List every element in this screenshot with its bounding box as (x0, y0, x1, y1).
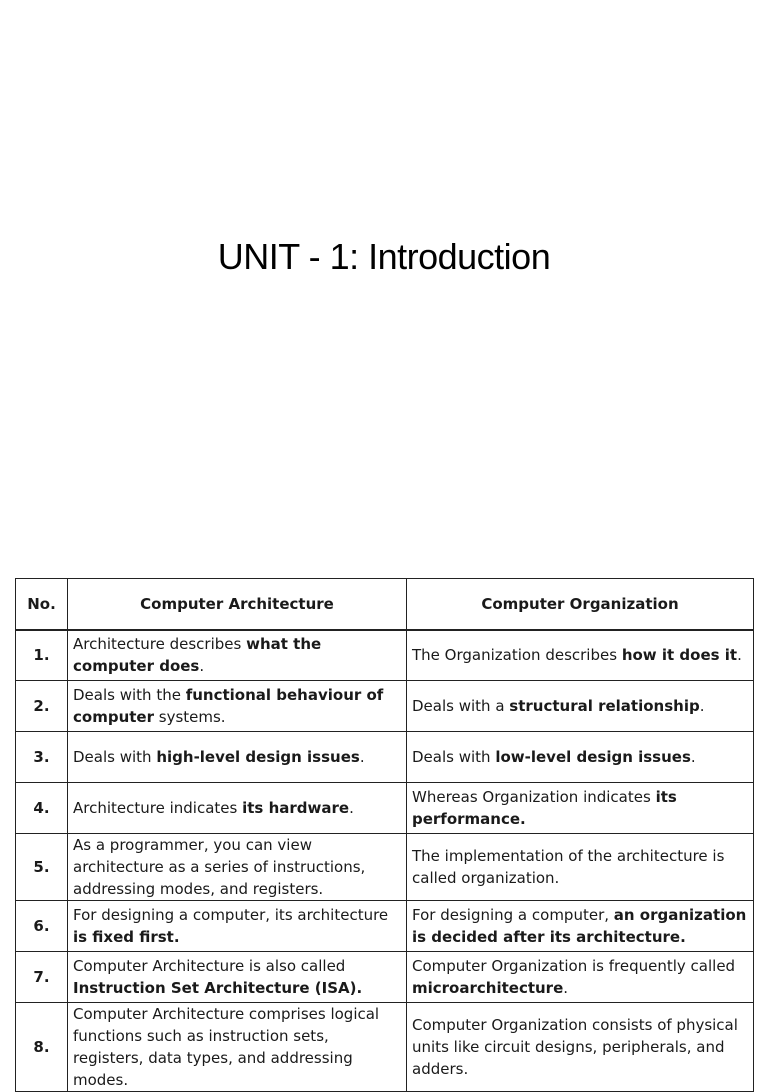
bold-text: structural relationship (509, 697, 700, 715)
comparison-table (15, 578, 754, 1092)
row-number: 7. (16, 952, 68, 1003)
page-title: UNIT - 1: Introduction (217, 236, 551, 277)
text-segment: Deals with a (412, 697, 510, 715)
text-segment: . (563, 979, 569, 997)
bold-text: Instruction Set Architecture (ISA). (73, 979, 363, 997)
table-row (16, 732, 754, 783)
text-segment: Architecture describes (73, 635, 247, 654)
architecture-cell (68, 732, 407, 783)
bold-text: an organization is decided after its architecture. (412, 906, 747, 946)
bold-text: how it does it (621, 646, 738, 665)
text-segment: The implementation of the architecture is called organization. (412, 847, 725, 887)
table-header-row (16, 579, 754, 630)
row-number: 3. (16, 732, 68, 783)
text-segment: . (737, 646, 742, 665)
table-row (16, 630, 754, 681)
bold-text: its hardware (242, 799, 350, 817)
row-number: 6. (16, 901, 68, 952)
text-segment: . (690, 748, 696, 766)
table-body (16, 630, 754, 1092)
architecture-cell (68, 1003, 407, 1092)
organization-cell (407, 630, 754, 681)
table-row (16, 1003, 754, 1092)
text-segment: Deals with (412, 748, 496, 766)
text-segment: For designing a computer, (412, 906, 614, 924)
architecture-cell (68, 901, 407, 952)
organization-cell (407, 901, 754, 952)
table-row (16, 783, 754, 834)
organization-cell (407, 732, 754, 783)
bold-text: low-level design issues (495, 748, 691, 766)
text-segment: The Organization describes (412, 646, 622, 665)
text-segment: . (349, 799, 354, 817)
organization-cell (407, 1003, 754, 1092)
text-segment: Computer Organization is frequently called (412, 957, 736, 975)
table-row (16, 901, 754, 952)
organization-cell (407, 783, 754, 834)
text-segment: For designing a computer, its architecture (73, 906, 389, 924)
bold-text: is fixed first. (73, 928, 180, 946)
bold-text: high-level design issues (156, 748, 360, 766)
text-segment: . (359, 748, 365, 766)
architecture-cell (68, 681, 407, 732)
table-row (16, 952, 754, 1003)
organization-cell (407, 952, 754, 1003)
text-segment: Computer Architecture comprises logical functions such as instruction sets, registers, data types, and addressing modes. (73, 1005, 380, 1089)
bold-text: its performance. (412, 788, 677, 828)
header-computer-organization: Computer Organization (407, 579, 754, 630)
architecture-cell (68, 952, 407, 1003)
row-number: 5. (16, 834, 68, 901)
text-segment: Computer Architecture is also called (73, 957, 346, 975)
text-segment: Deals with (73, 748, 157, 766)
bold-text: what the computer does (73, 635, 322, 676)
organization-cell (407, 681, 754, 732)
text-segment: Computer Organization consists of physical units like circuit designs, peripherals, and adders. (412, 1016, 738, 1078)
text-segment: . (699, 697, 705, 715)
bold-text: functional behaviour of computer (73, 686, 384, 726)
text-segment: systems. (153, 708, 226, 726)
row-number: 8. (16, 1003, 68, 1092)
text-segment: As a programmer, you can view architecture as a series of instructions, addressing modes, and registers. (73, 836, 366, 898)
text-segment: . (199, 657, 205, 676)
bold-text: microarchitecture (412, 979, 564, 997)
row-number: 2. (16, 681, 68, 732)
text-segment: Whereas Organization indicates (412, 788, 656, 806)
text-segment: Architecture indicates (73, 799, 243, 817)
architecture-cell (68, 630, 407, 681)
row-number: 4. (16, 783, 68, 834)
architecture-cell (68, 783, 407, 834)
table-row (16, 681, 754, 732)
table-row (16, 834, 754, 901)
architecture-cell (68, 834, 407, 901)
row-number: 1. (16, 630, 68, 681)
header-no: No. (16, 579, 68, 630)
header-computer-architecture: Computer Architecture (68, 579, 407, 630)
text-segment: Deals with the (73, 686, 186, 704)
organization-cell (407, 834, 754, 901)
